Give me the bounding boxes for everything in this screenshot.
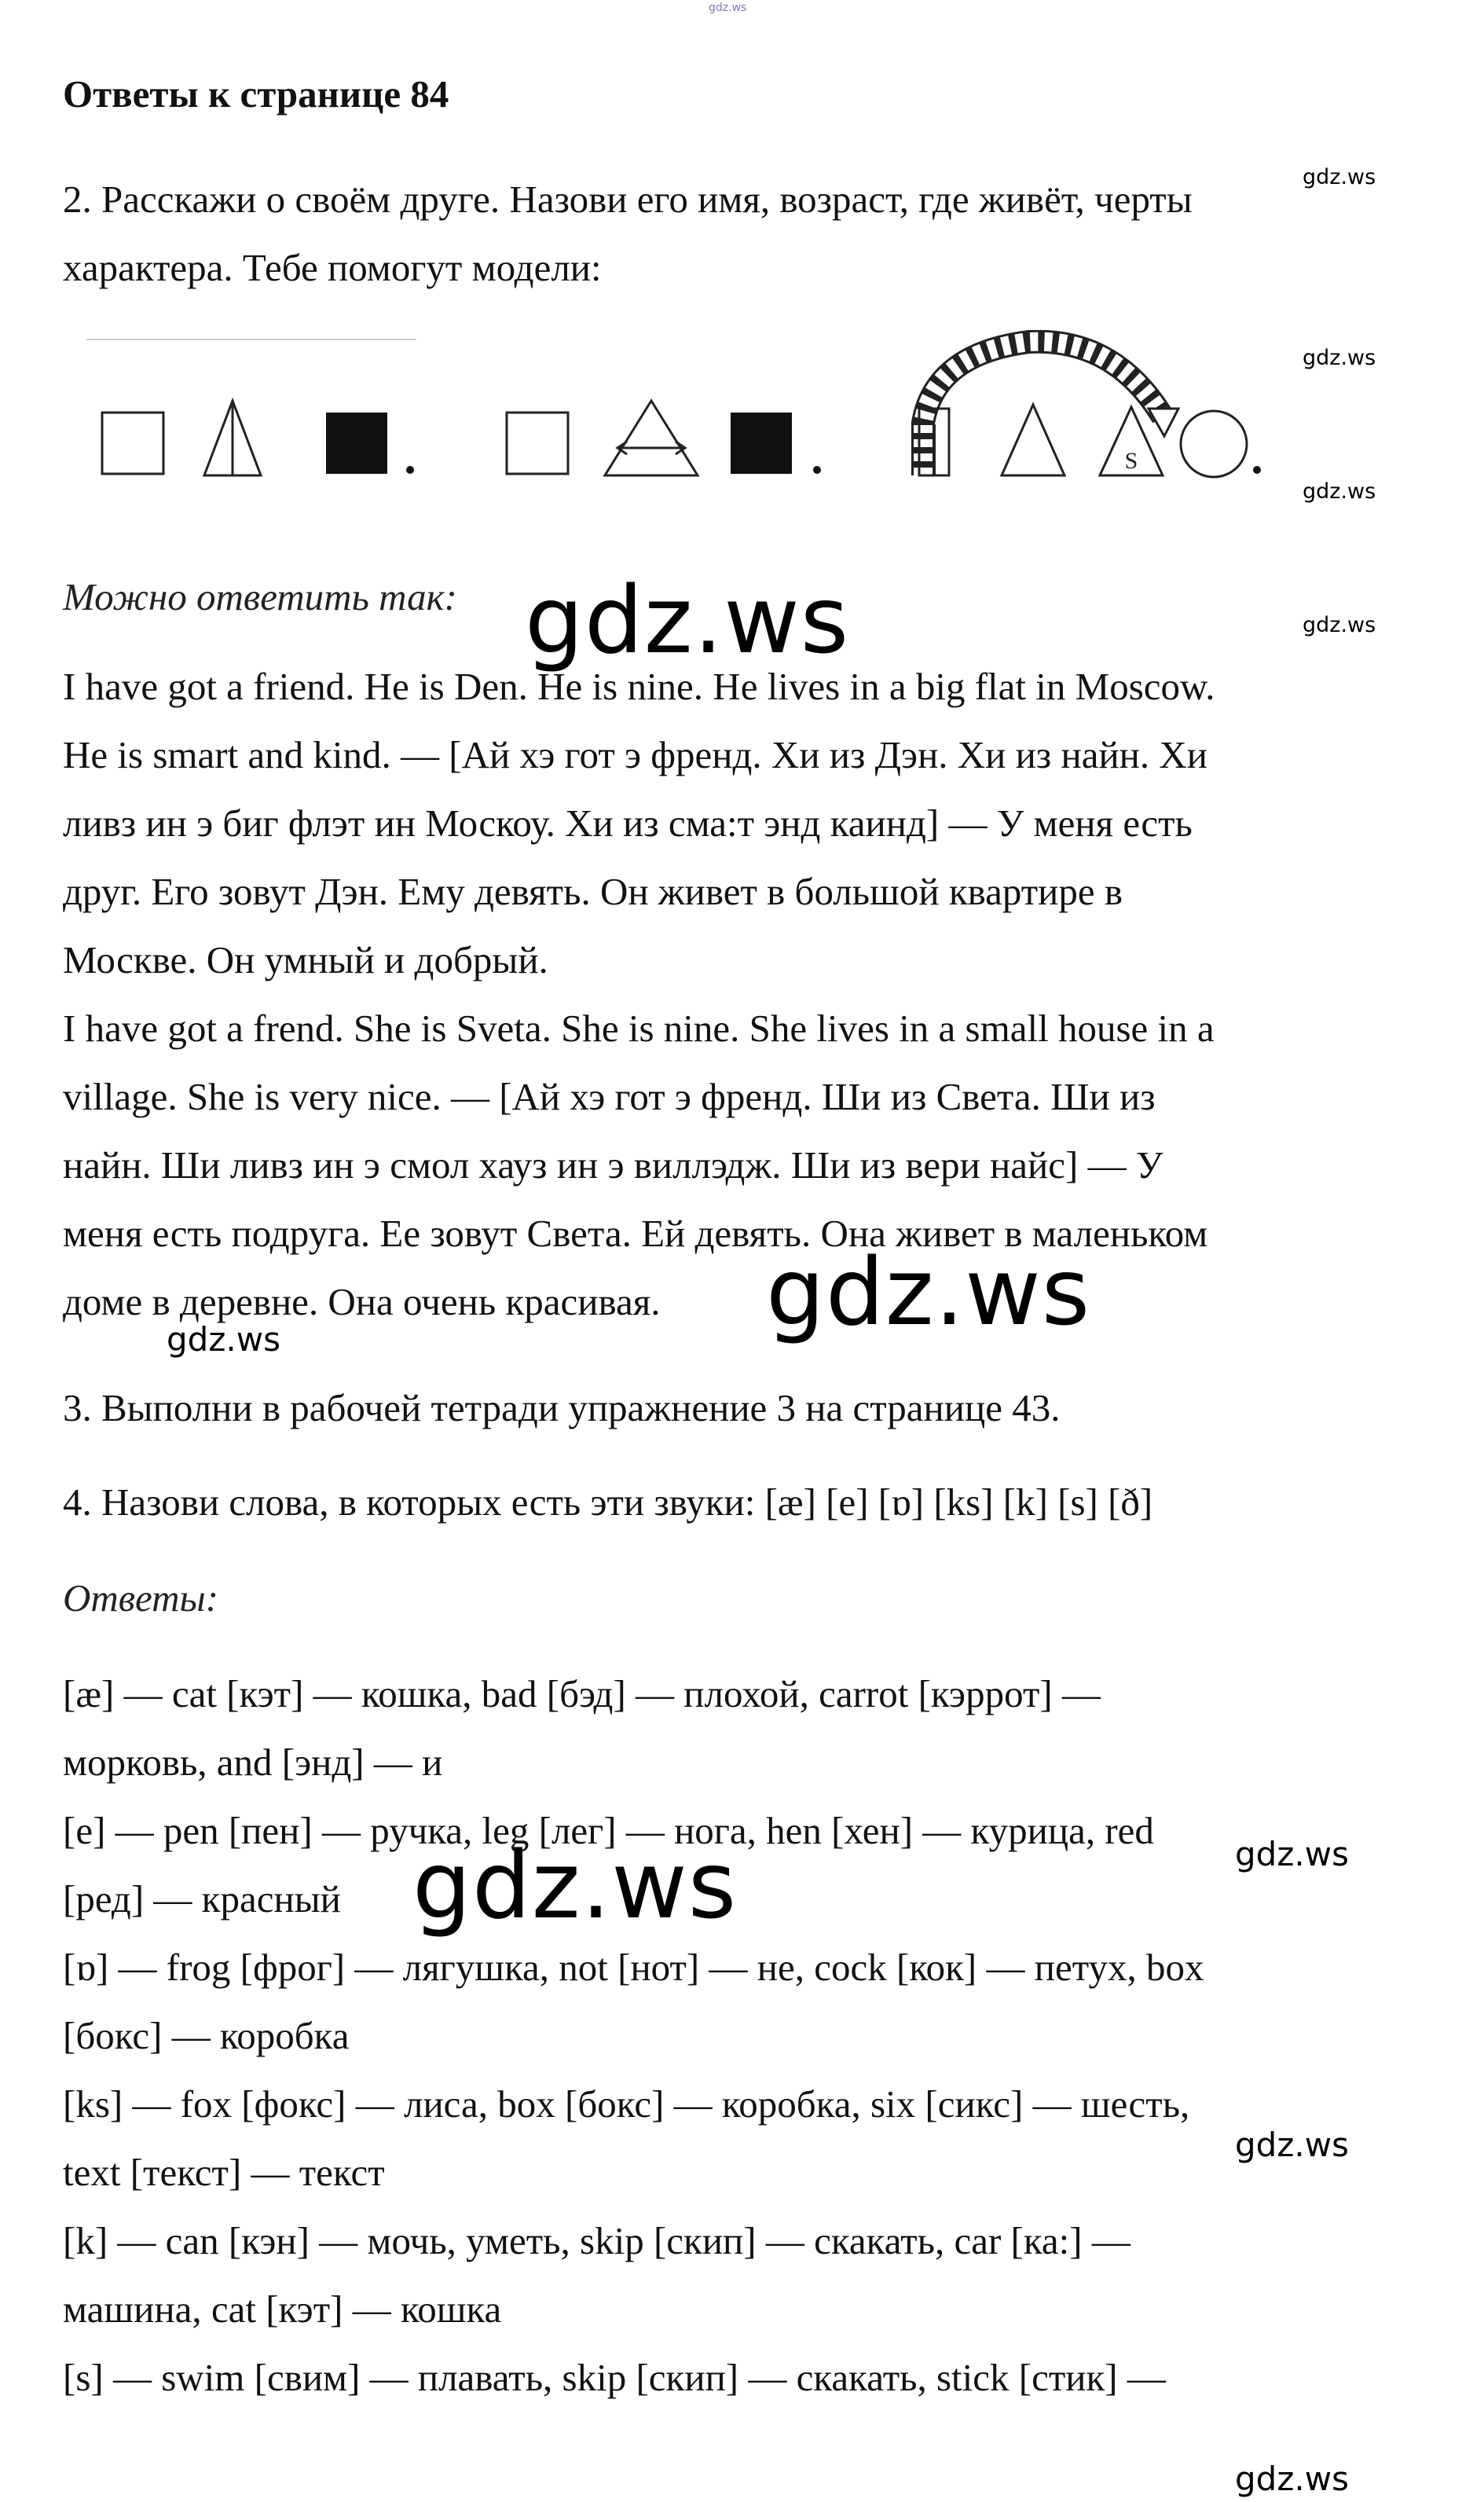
model-dot <box>1253 466 1261 474</box>
watermark-small: gdz.ws <box>1303 346 1376 370</box>
sound-answer-line: машина, cat [кэт] — кошка <box>63 2287 502 2331</box>
answer-intro: Можно ответить так: <box>63 575 457 618</box>
answer-line: village. She is very nice. — [Ай хэ гот э френд. Ши из Света. Ши из <box>63 1075 1156 1118</box>
model-square-filled <box>731 413 792 474</box>
model-dot <box>813 466 821 474</box>
model-triangle-split <box>204 401 261 475</box>
answer-line: доме в деревне. Она очень красивая. <box>63 1280 661 1323</box>
model-triangle-open <box>1002 405 1064 475</box>
watermark-medium: gdz.ws <box>1235 2126 1349 2164</box>
watermark-large: gdz.ws <box>766 1238 1091 1346</box>
model-square-filled <box>326 413 387 474</box>
model-giraffe-arch <box>919 342 1178 475</box>
sound-answer-line: [k] — can [кэн] — мочь, уметь, skip [скип] — скакать, car [ка:] — <box>63 2219 1130 2262</box>
task4-line: 4. Назови слова, в которых есть эти звуки: [æ] [e] [ɒ] [ks] [k] [s] [ð] <box>63 1480 1153 1524</box>
watermark-medium: gdz.ws <box>1235 2460 1349 2498</box>
model-dot <box>406 466 414 474</box>
answer-line: He is smart and kind. — [Ай хэ гот э френд. Хи из Дэн. Хи из найн. Хи <box>63 733 1208 776</box>
model-triangle-arrow <box>605 401 698 475</box>
task2-line-2: характера. Тебе помогут модели: <box>63 246 602 289</box>
watermark-small: gdz.ws <box>1303 479 1376 504</box>
watermark-small: gdz.ws <box>1303 165 1376 189</box>
watermark-small: gdz.ws <box>1303 613 1376 637</box>
model-square-open <box>507 413 568 474</box>
answer-line: Москве. Он умный и добрый. <box>63 938 548 981</box>
page-title: Ответы к странице 84 <box>63 72 449 116</box>
answer-line: I have got a friend. He is Den. He is nine. He lives in a big flat in Moscow. <box>63 665 1215 708</box>
model-s-letter: S <box>1124 448 1138 474</box>
watermark-large: gdz.ws <box>525 566 850 674</box>
sound-answer-line: [æ] — cat [кэт] — кошка, bad [бэд] — плохой, carrot [кэррот] — <box>63 1672 1101 1715</box>
sound-answer-line: морковь, and [энд] — и <box>63 1741 443 1784</box>
watermark-large: gdz.ws <box>412 1831 738 1939</box>
sound-answer-line: [бокс] — коробка <box>63 2014 350 2057</box>
answer-line: найн. Ши ливз ин э смол хауз ин э виллэдж. Ши из вери найс] — У <box>63 1143 1163 1187</box>
answer-line: I have got a frend. She is Sveta. She is nine. She lives in a small house in a <box>63 1007 1215 1050</box>
watermark-medium: gdz.ws <box>1235 1835 1349 1873</box>
sound-answer-line: [e] — pen [пен] — ручка, leg [лег] — нога, hen [хен] — курица, red <box>63 1809 1154 1852</box>
model-pictograms <box>86 330 1296 503</box>
task2-line-1: 2. Расскажи о своём друге. Назови его имя, возраст, где живёт, черты <box>63 178 1193 221</box>
answers-label: Ответы: <box>63 1576 219 1620</box>
model-square-open <box>102 413 163 474</box>
answer-line: меня есть подруга. Ее зовут Света. Ей девять. Она живет в маленьком <box>63 1212 1208 1255</box>
model-circle <box>1181 411 1247 477</box>
top-watermark: gdz.ws <box>709 2 747 14</box>
answer-line: ливз ин э биг флэт ин Москоу. Хи из сма:т энд каинд] — У меня есть <box>63 802 1193 845</box>
answer-line: друг. Его зовут Дэн. Ему девять. Он живет в большой квартире в <box>63 870 1123 913</box>
sound-answer-line: [s] — swim [свим] — плавать, skip [скип] — скакать, stick [стик] — <box>63 2356 1166 2399</box>
watermark-medium: gdz.ws <box>167 1320 280 1359</box>
sound-answer-line: [ks] — fox [фокс] — лиса, box [бокс] — коробка, six [сикс] — шесть, <box>63 2082 1190 2126</box>
sound-answer-line: text [текст] — текст <box>63 2151 385 2194</box>
sound-answer-line: [ред] — красный <box>63 1877 341 1921</box>
sound-answer-line: [ɒ] — frog [фрог] — лягушка, not [нот] — не, cock [кок] — петух, box <box>63 1946 1204 1989</box>
task3-line: 3. Выполни в рабочей тетради упражнение 3 на странице 43. <box>63 1386 1061 1429</box>
